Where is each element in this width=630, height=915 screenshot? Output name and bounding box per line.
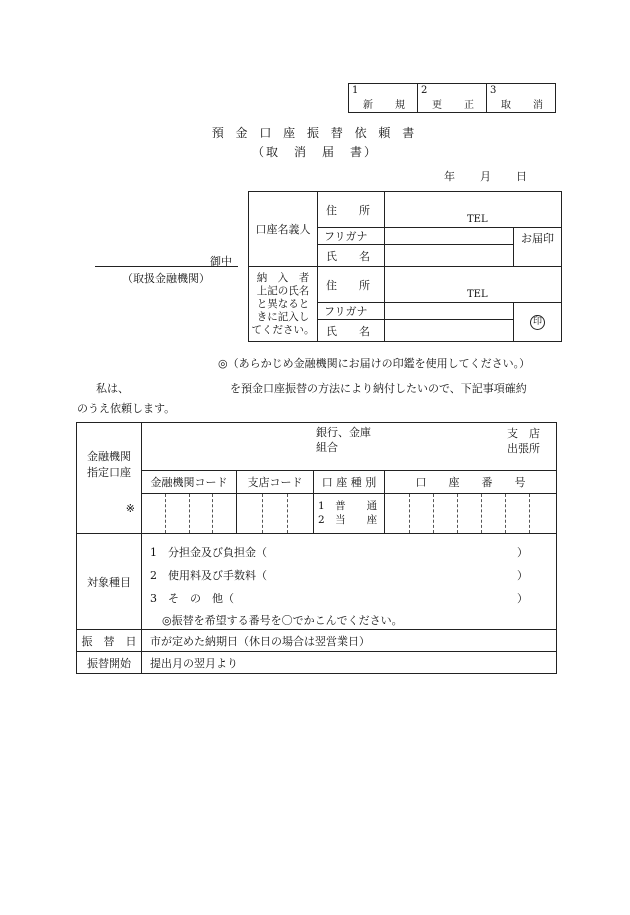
option-number: 3 (490, 85, 497, 96)
tel-label: TEL (467, 214, 488, 225)
name-field[interactable] (385, 245, 514, 267)
bank-code-header: 金融機関コード (142, 471, 237, 494)
target-item-1-close: ） (517, 546, 528, 559)
date-year-label: 年 (444, 170, 455, 183)
account-number-field[interactable] (385, 493, 557, 533)
payer-name-label: 氏 名 (318, 320, 385, 342)
form-subtitle: （取 消 届 書） (251, 145, 378, 159)
target-note: ◎振替を希望する番号を〇でかこんでください。 (162, 614, 403, 627)
account-type-checking: 2 当 座 (318, 514, 378, 527)
target-item-2-close: ） (517, 569, 528, 582)
seal-mark-icon: 印 (530, 315, 545, 330)
furigana-label: フリガナ (318, 228, 385, 245)
account-type-ordinary: 1 普 通 (318, 500, 378, 513)
payer-furigana-field[interactable] (385, 303, 514, 320)
target-item-2[interactable]: 2 使用料及び手数料（ (150, 569, 267, 582)
request-text-line2: のうえ依頼します。 (77, 402, 176, 415)
seal-note: ◎（あらかじめ金融機関にお届けの印鑑を使用してください。） (218, 357, 531, 370)
office-type-label: 出張所 (507, 442, 540, 455)
transfer-date-value: 市が定めた納期日（休日の場合は翌営業日） (142, 630, 557, 652)
date-month-label: 月 (480, 170, 491, 183)
bank-label-text: 金融機関 指定口座 (87, 450, 131, 479)
bank-account-table (76, 422, 557, 674)
branch-type-label: 支 店 (507, 427, 540, 440)
option-label: 取 消 (501, 100, 549, 111)
seal-box[interactable] (514, 228, 562, 267)
option-number: 2 (421, 85, 428, 96)
request-type-boxes (348, 83, 556, 113)
address-label: 住 所 (318, 192, 385, 228)
target-item-1[interactable]: 1 分担金及び負担金（ (150, 546, 267, 559)
option-label: 新 規 (363, 100, 411, 111)
payer-furigana-label: フリガナ (318, 303, 385, 320)
bank-type-labels: 銀行、金庫 組合 (316, 426, 371, 454)
branch-code-header: 支店コード (237, 471, 314, 494)
recipient-line[interactable] (95, 266, 238, 267)
payer-address-field[interactable] (385, 267, 562, 303)
target-item-3[interactable]: 3 そ の 他（ (150, 592, 234, 605)
payer-seal-box[interactable] (514, 303, 562, 342)
account-holder-table (248, 191, 562, 342)
request-text-continued: を預金口座振替の方法により納付したいので、下記事項確約 (230, 382, 527, 395)
payer-name-field[interactable] (385, 320, 514, 342)
address-field[interactable] (385, 192, 562, 228)
option-cancel[interactable] (487, 84, 556, 113)
transfer-start-label: 振替開始 (77, 652, 142, 674)
branch-code-field[interactable] (237, 493, 314, 533)
furigana-field[interactable] (385, 228, 514, 245)
target-label: 対象種目 (77, 534, 142, 630)
bank-label (77, 423, 142, 534)
bank-code-field[interactable] (142, 493, 237, 533)
asterisk-mark: ※ (125, 502, 135, 515)
payer-address-label: 住 所 (318, 267, 385, 303)
option-number: 1 (352, 85, 359, 96)
recipient-label: （取扱金融機関） (122, 272, 210, 285)
recipient-suffix: 御中 (210, 255, 232, 268)
account-type-header: 口 座 種 別 (314, 471, 385, 494)
seal-label: お届印 (521, 232, 554, 245)
payer-label: 納 入 者 上記の氏名 と異なると きに記入し てください。 (249, 267, 318, 342)
target-item-3-close: ） (517, 592, 528, 605)
option-label: 更 正 (432, 100, 480, 111)
transfer-date-label: 振 替 日 (77, 630, 142, 652)
name-label: 氏 名 (318, 245, 385, 267)
transfer-start-value: 提出月の翌月より (142, 652, 557, 674)
target-items (142, 534, 557, 630)
account-number-header: 口 座 番 号 (385, 471, 557, 494)
payer-tel-label: TEL (467, 289, 488, 300)
form-title: 預 金 口 座 振 替 依 頼 書 (211, 126, 419, 140)
option-new[interactable] (349, 84, 418, 113)
account-holder-label: 口座名義人 (249, 192, 318, 267)
date-day-label: 日 (516, 170, 527, 183)
request-text-start: 私は、 (96, 382, 129, 395)
account-type-field[interactable] (314, 493, 385, 533)
option-update[interactable] (418, 84, 487, 113)
bank-name-field[interactable] (142, 423, 557, 471)
